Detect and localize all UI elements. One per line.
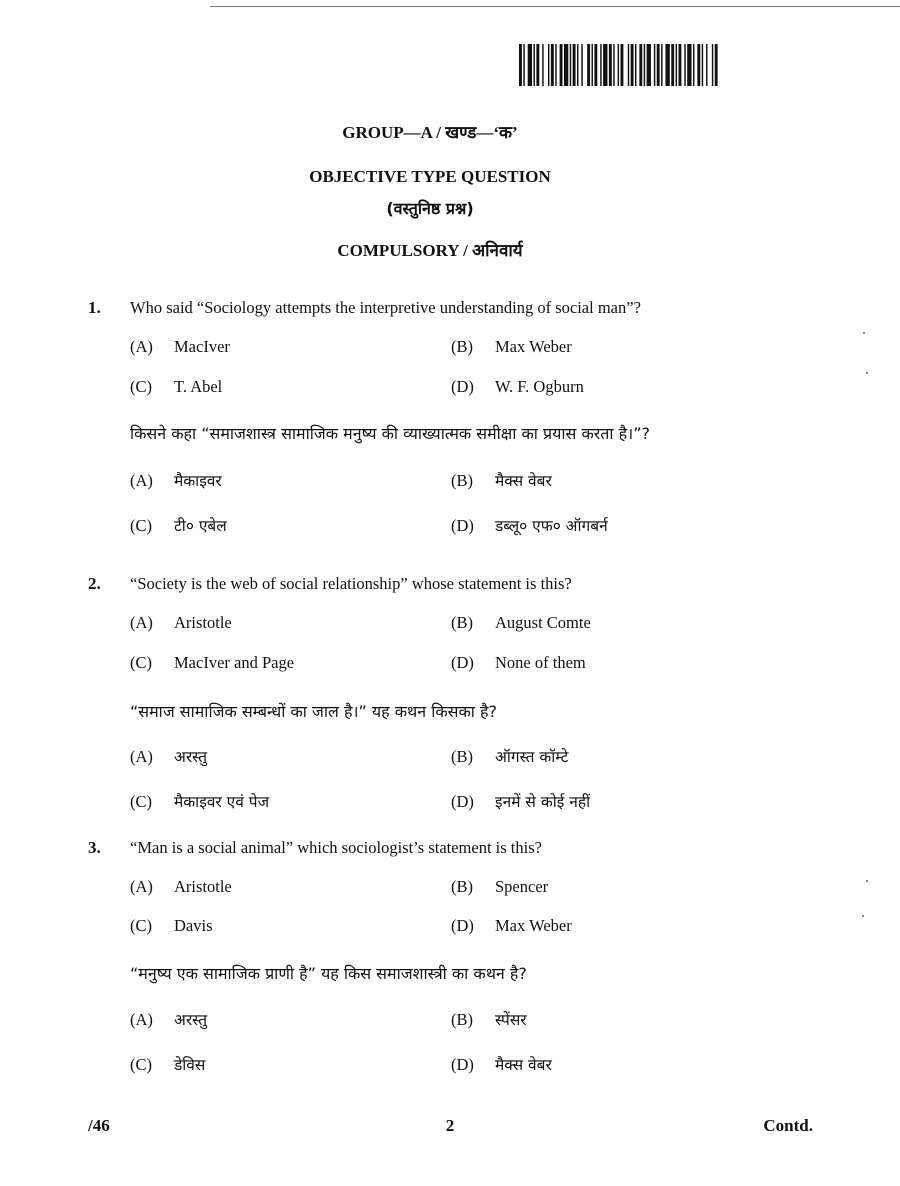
option-label: (A) — [130, 747, 153, 766]
option-text: T. Abel — [174, 377, 223, 396]
option-text: डेविस — [174, 1056, 206, 1074]
option-c — [130, 377, 222, 397]
option-a — [130, 337, 230, 357]
option-label: (B) — [451, 747, 473, 766]
option-label: (C) — [130, 1055, 152, 1074]
option-label: (A) — [130, 613, 153, 632]
question-text-en: Who said “Sociology attempts the interpretive understanding of social man”? — [130, 298, 641, 317]
group-heading: GROUP—A / खण्ड—‘क’ — [342, 123, 518, 142]
option-text: Aristotle — [174, 613, 232, 632]
option-label: (D) — [451, 916, 474, 935]
option-d-hi — [451, 1053, 552, 1075]
option-a-hi — [130, 745, 207, 767]
question-number: 1. — [88, 298, 101, 317]
option-c — [130, 916, 213, 936]
scan-speck — [862, 915, 864, 917]
option-label: (B) — [451, 613, 473, 632]
option-c — [130, 653, 294, 673]
option-text: W. F. Ogburn — [495, 377, 584, 396]
contd-label: Contd. — [763, 1116, 813, 1135]
option-label: (D) — [451, 377, 474, 396]
question-text-en: “Man is a social animal” which sociologist’s statement is this? — [130, 838, 542, 857]
paper-code: /46 — [88, 1116, 110, 1135]
option-b-hi — [451, 1008, 527, 1030]
option-d-hi — [451, 514, 608, 536]
option-text: Davis — [174, 916, 213, 935]
option-a-hi — [130, 1008, 207, 1030]
option-d — [451, 653, 586, 673]
option-label: (A) — [130, 471, 153, 490]
option-text: स्पेंसर — [495, 1011, 527, 1029]
question-text-hi: “समाज सामाजिक सम्बन्धों का जाल है।” यह कथन किसका है? — [130, 702, 497, 721]
option-b — [451, 877, 548, 897]
question-text-hi: किसने कहा “समाजशास्त्र सामाजिक मनुष्य की व्याख्यात्मक समीक्षा का प्रयास करता है।”? — [130, 424, 650, 443]
option-label: (D) — [451, 792, 474, 811]
section-title: OBJECTIVE TYPE QUESTION — [309, 167, 551, 186]
option-text: Max Weber — [495, 916, 572, 935]
option-text: मैक्स वेबर — [495, 1056, 552, 1074]
option-label: (D) — [451, 516, 474, 535]
option-label: (C) — [130, 377, 152, 396]
compulsory-heading: COMPULSORY / अनिवार्य — [337, 241, 523, 260]
option-c-hi — [130, 1053, 205, 1075]
option-a — [130, 613, 232, 633]
question-number: 2. — [88, 574, 101, 593]
option-label: (B) — [451, 337, 473, 356]
option-label: (D) — [451, 1055, 474, 1074]
section-title-hindi: (वस्तुनिष्ठ प्रश्न) — [386, 199, 474, 218]
option-label: (C) — [130, 916, 152, 935]
option-d — [451, 377, 584, 397]
option-text: None of them — [495, 653, 586, 672]
option-c-hi — [130, 514, 227, 536]
page-number: 2 — [445, 1116, 455, 1135]
option-text: अरस्तु — [174, 1011, 208, 1029]
scan-speck — [866, 880, 868, 882]
barcode — [519, 44, 789, 86]
option-text: मैकाइवर एवं पेज — [174, 793, 270, 811]
option-label: (B) — [451, 877, 473, 896]
option-text: अरस्तु — [174, 748, 208, 766]
option-text: मैकाइवर — [174, 472, 222, 490]
option-text: MacIver and Page — [174, 653, 295, 672]
option-text: डब्लू० एफ० ऑगबर्न — [495, 517, 608, 535]
question-text-hi: “मनुष्य एक सामाजिक प्राणी है” यह किस समाजशास्त्री का कथन है? — [130, 964, 527, 983]
option-text: Max Weber — [495, 337, 572, 356]
option-c-hi — [130, 790, 269, 812]
option-label: (A) — [130, 337, 153, 356]
option-text: टी० एबेल — [174, 517, 227, 535]
option-d — [451, 916, 572, 936]
option-text: August Comte — [495, 613, 591, 632]
option-label: (C) — [130, 792, 152, 811]
option-text: Aristotle — [174, 877, 232, 896]
option-label: (C) — [130, 516, 152, 535]
option-text: MacIver — [174, 337, 230, 356]
option-a — [130, 877, 232, 897]
option-b — [451, 337, 572, 357]
option-text: Spencer — [495, 877, 549, 896]
option-text: ऑगस्त कॉम्टे — [495, 748, 569, 766]
option-b-hi — [451, 469, 552, 491]
option-label: (B) — [451, 1010, 473, 1029]
top-rule — [210, 6, 900, 7]
option-b-hi — [451, 745, 568, 767]
option-d-hi — [451, 790, 590, 812]
option-a-hi — [130, 469, 222, 491]
question-number: 3. — [88, 838, 101, 857]
option-label: (B) — [451, 471, 473, 490]
question-text-en: “Society is the web of social relationship” whose statement is this? — [130, 574, 572, 593]
option-label: (A) — [130, 877, 153, 896]
option-label: (D) — [451, 653, 474, 672]
option-text: मैक्स वेबर — [495, 472, 552, 490]
option-b — [451, 613, 591, 633]
option-label: (A) — [130, 1010, 153, 1029]
option-label: (C) — [130, 653, 152, 672]
scan-speck — [866, 372, 868, 374]
option-text: इनमें से कोई नहीं — [495, 793, 591, 811]
scan-speck — [863, 332, 865, 334]
